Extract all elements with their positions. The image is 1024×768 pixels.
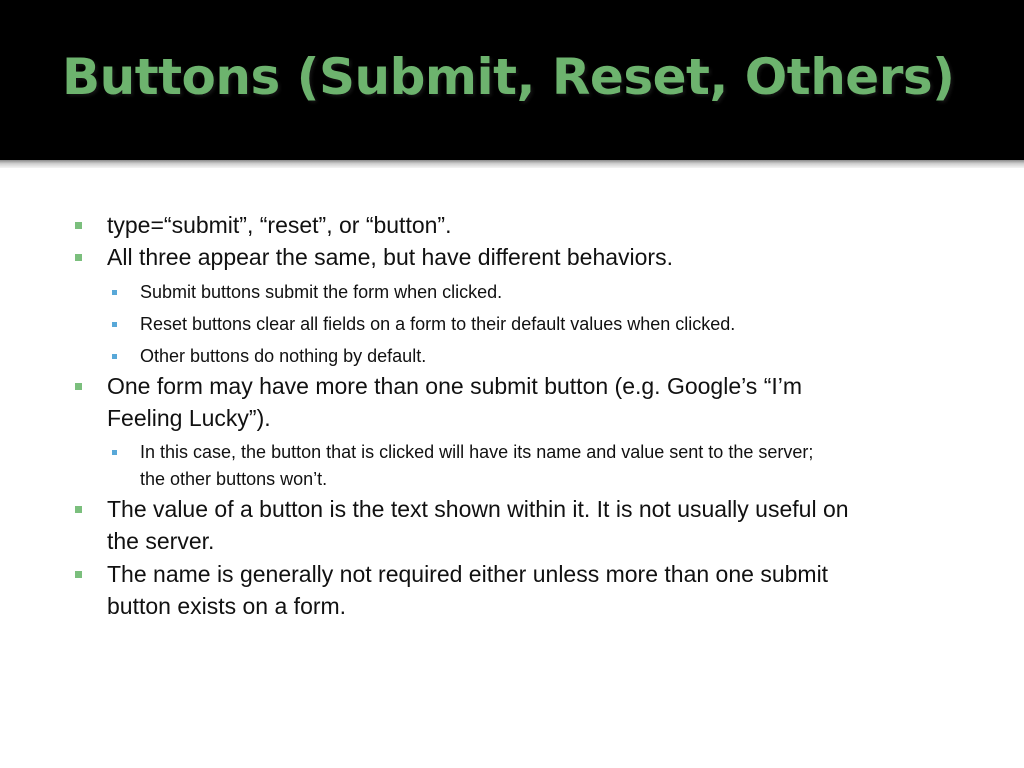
bullet-item: type=“submit”, “reset”, or “button”. xyxy=(107,212,452,238)
bullet-square-icon xyxy=(75,222,82,229)
bullet-item: All three appear the same, but have different behaviors. xyxy=(107,244,673,270)
slide-title: Buttons (Submit, Reset, Others) xyxy=(62,48,955,106)
sub-bullet-item: Other buttons do nothing by default. xyxy=(140,346,427,366)
bullet-item-line: One form may have more than one submit button (e.g. Google’s “I’m xyxy=(107,373,803,399)
bullet-item-line: button exists on a form. xyxy=(107,593,347,619)
bullet-square-icon xyxy=(75,571,82,578)
sub-bullet-item: Submit buttons submit the form when clicked. xyxy=(140,282,503,302)
bullet-item-line: The name is generally not required either unless more than one submit xyxy=(107,561,829,587)
bullet-square-icon xyxy=(75,506,82,513)
sub-bullet-item-line: the other buttons won’t. xyxy=(140,469,328,489)
bullet-item-line: Feeling Lucky”). xyxy=(107,405,271,431)
sub-bullet-square-icon xyxy=(112,290,117,295)
sub-bullet-square-icon xyxy=(112,354,117,359)
bullet-item-line: the server. xyxy=(107,528,215,554)
bullet-square-icon xyxy=(75,383,82,390)
bullet-square-icon xyxy=(75,254,82,261)
sub-bullet-square-icon xyxy=(112,450,117,455)
sub-bullet-item-line: In this case, the button that is clicked will have its name and value sent to the server; xyxy=(140,442,814,462)
sub-bullet-square-icon xyxy=(112,322,117,327)
bullet-item-line: The value of a button is the text shown within it. It is not usually useful on xyxy=(107,496,849,522)
sub-bullet-item: Reset buttons clear all fields on a form to their default values when clicked. xyxy=(140,314,736,334)
